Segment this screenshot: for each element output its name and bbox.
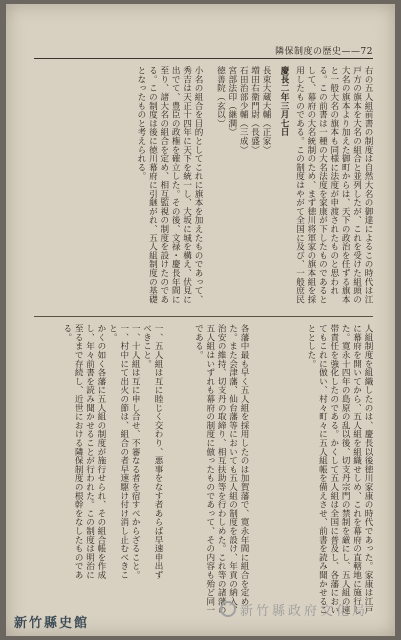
- running-head-title: 隣保制度の歴史: [275, 47, 342, 57]
- running-head: 隣保制度の歴史——72: [275, 47, 373, 57]
- quote-date: 慶長二年三月七日: [279, 66, 289, 137]
- archive-seal: 新竹縣史館: [14, 616, 90, 631]
- signatories: 長束大蔵大輔（正家） 増田右衛門尉（長盛） 石田治部少輔（三成） 宮部法印（継潤） 徳善院（玄以）: [215, 66, 271, 154]
- culture-bureau-watermark: [220, 600, 368, 619]
- bottom-right-body: 人組制度を組織したのは、慶長以後徳川家康の時代であった。家康は江戸に幕府を開いてから、五人組を組織せしめ、これを幕府の直轄地に施行した。寛永十四年の島原の乱以後、切支丹宗門の禁制を厳にし、五人組の連帯責任を強化したのである。かくして五人組は全国に普及し、各藩においてもこれに倣い、村々町々に五人組帳を備えさせ、前書を読み聞かせることとした。: [305, 324, 373, 615]
- section-rule: [34, 316, 373, 317]
- bureau-logo-icon: [220, 601, 236, 617]
- bottom-middle-body: 各藩中最も早く五人組を採用したのは加賀藩で、寛永年間に組合を定めた。また会津藩、仙台藩等においても五人組の制度を設け、年貢の納入、治安の維持、切支丹の取締り、相互扶助等を行わしめた。これ等の諸藩の五人組はいずれも幕府の制度に倣ったものであって、その内容も殆ど同一である。: [193, 324, 249, 615]
- page-number: 72: [360, 47, 373, 57]
- top-left-body: 小名の組合を目的としてこれに旗本を加えたものであって、秀吉は天正十四年に天下を統一し、大坂に城を構え、伏見に出でて、豊臣の政権を確立した。その後、文禄・慶長年間に至り、諸大名の組合を定め、相互監視の制度を設けたのである。この制度は後に徳川幕府に引継がれ、五人組制度の基礎となったものと考えられる。: [135, 66, 203, 304]
- bottom-left-body: 一、五人組は互に睦じく交わり、悪事をなす者あらば早速申出ずべきこと。 一、十人組は互に申し合せ、不審なる者を宿すべからざること。 一、村中にて出火の節は、組合の者早速駆け付け消し止むべきこと。 かくの如く各藩に五人組の制度が施行せられ、その組合帳を作成し、年々前書を読み聞かせることが行われた。この制度は明治に至るまで存続し、近世における隣保制度の根幹をなしたものである。: [61, 324, 163, 580]
- top-right-body: 右の五人組前書の制度は自然大名の御達によるこの時代は江戸方の旗本を大名の組合と並列したが、これを受けた組頭の大名の旗本より加えた御町からは、天下の政治を任ずる旗本と一般大名の旗本も同様に法度が申渡されたものと思われる。この前書は一種の大名法度を家康が下したものであるとして、幕府の大名統制のため、まず徳川将軍家の旗本組を採用したものである。この制度はやがて全国に及び、一般庶民: [294, 66, 373, 304]
- watermark-text: 新竹縣政府文化局: [240, 604, 369, 619]
- scanned-page: [6, 4, 395, 636]
- header-rule: [34, 58, 373, 59]
